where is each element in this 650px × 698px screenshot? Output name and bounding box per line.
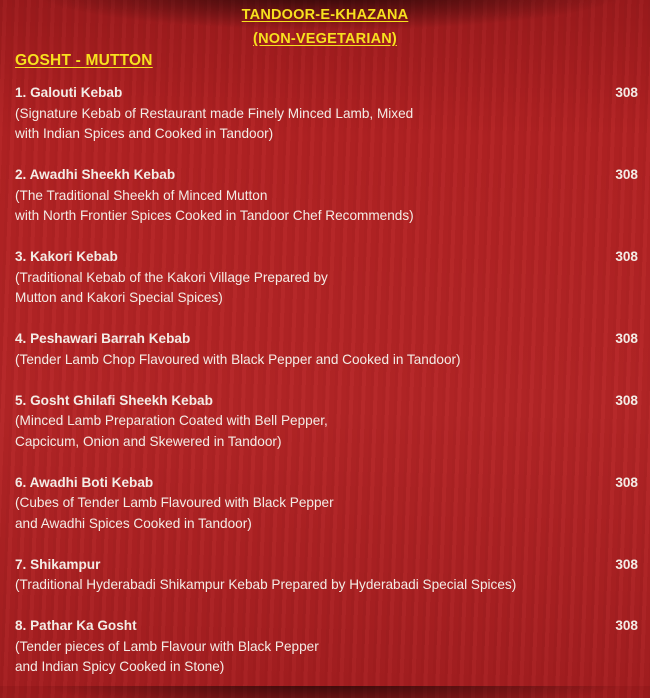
item-price: 308	[615, 167, 638, 182]
item-description: (Cubes of Tender Lamb Flavoured with Black Pepper and Awadhi Spices Cooked in Tandoor)	[15, 495, 334, 531]
item-name: 7. Shikampur	[15, 556, 101, 572]
item-price: 308	[615, 331, 638, 346]
menu-title: TANDOOR-E-KHAZANA	[241, 7, 409, 23]
item-name: 8. Pathar Ka Gosht	[15, 618, 137, 633]
menu-item	[15, 329, 638, 370]
item-name: 6. Awadhi Boti Kebab	[15, 474, 154, 490]
item-price: 308	[615, 392, 638, 408]
item-description: (Traditional Kebab of the Kakori Village Prepared by Mutton and Kakori Special Spices)	[15, 269, 328, 305]
item-name: 3. Kakori Kebab	[15, 249, 118, 264]
menu-item	[15, 83, 638, 145]
item-description: (The Traditional Sheekh of Minced Mutton with North Frontier Spices Cooked in Tandoor Chef Recommends)	[15, 187, 414, 223]
item-description: (Traditional Hyderabadi Shikampur Kebab Prepared by Hyderabadi Special Spices)	[15, 577, 517, 592]
item-name: 4. Peshawari Barrah Kebab	[15, 331, 191, 346]
menu-item	[15, 473, 638, 535]
section-heading: GOSHT - MUTTON	[15, 52, 153, 69]
item-description: (Minced Lamb Preparation Coated with Bell Pepper, Capcicum, Onion and Skewered in Tandoor)	[15, 413, 328, 449]
item-name: 5. Gosht Ghilafi Sheekh Kebab	[15, 392, 213, 408]
item-name: 1. Galouti Kebab	[15, 85, 123, 100]
item-description: (Tender pieces of Lamb Flavour with Black Pepper and Indian Spicy Cooked in Stone)	[15, 638, 319, 674]
item-price: 308	[615, 249, 638, 264]
menu-item	[15, 616, 638, 678]
menu-item	[15, 555, 638, 596]
item-price: 308	[615, 474, 638, 490]
menu-item	[15, 391, 638, 453]
menu-item	[15, 247, 638, 309]
item-price: 308	[615, 556, 638, 572]
menu-item-list	[15, 83, 638, 698]
item-description: (Tender Lamb Chop Flavoured with Black Pepper and Cooked in Tandoor)	[15, 351, 461, 367]
menu-item	[15, 165, 638, 227]
item-price: 308	[615, 85, 638, 100]
item-price: 308	[615, 618, 638, 633]
menu-subtitle: (NON-VEGETARIAN)	[253, 31, 397, 47]
item-name: 2. Awadhi Sheekh Kebab	[15, 167, 176, 182]
item-description: (Signature Kebab of Restaurant made Finely Minced Lamb, Mixed with Indian Spices and Cooked in Tandoor)	[15, 105, 414, 141]
